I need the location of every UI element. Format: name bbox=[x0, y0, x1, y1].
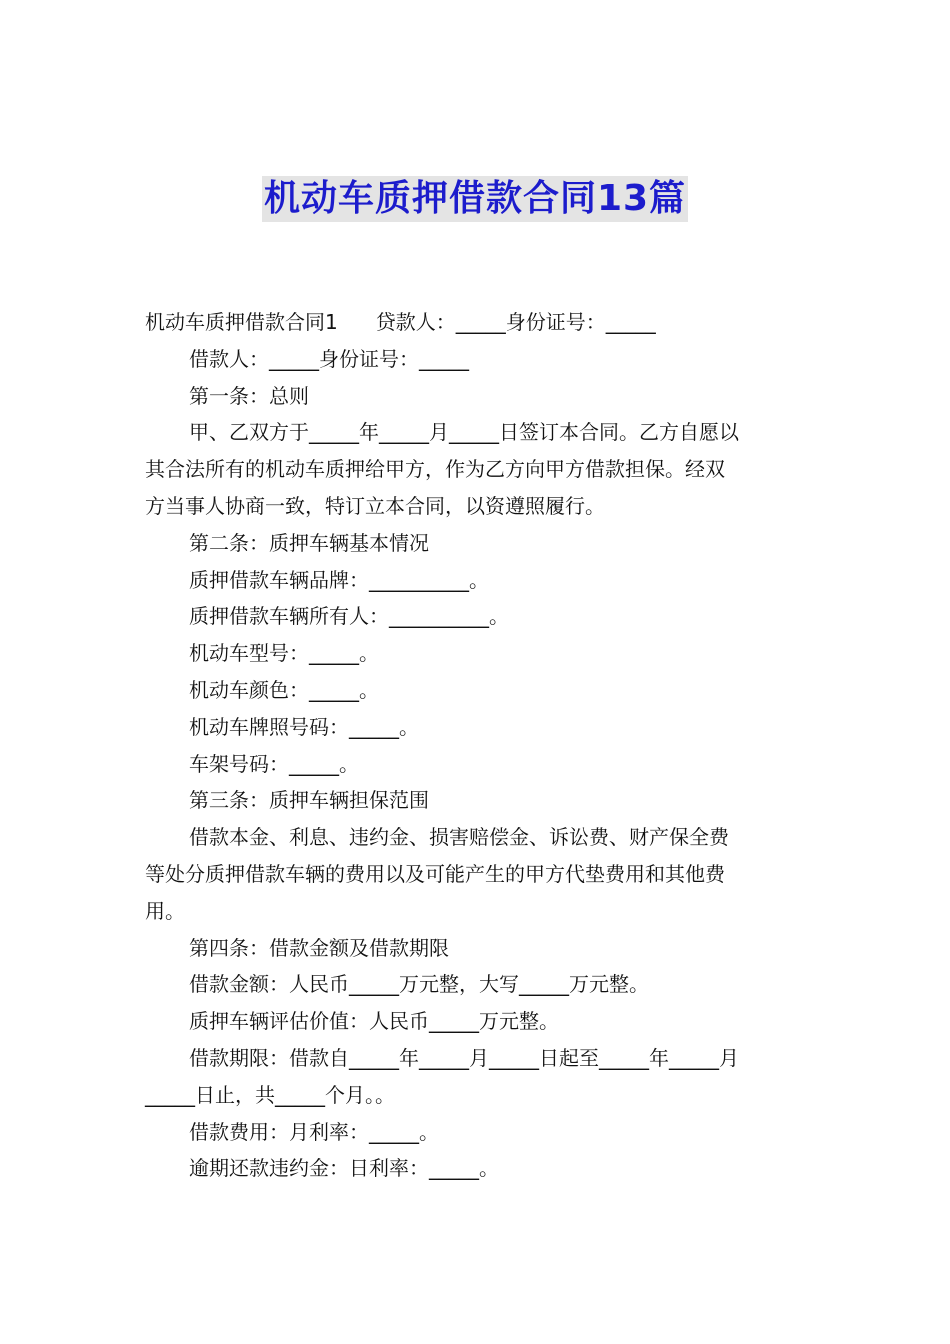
paragraph-line: 车架号码：_____。 bbox=[189, 751, 359, 776]
paragraph-line: 用。 bbox=[145, 898, 185, 923]
paragraph-line: 借款本金、利息、违约金、损害赔偿金、诉讼费、财产保全费 bbox=[189, 825, 729, 850]
paragraph-line: 方当事人协商一致，特订立本合同，以资遵照履行。 bbox=[145, 493, 605, 518]
lender-info: 贷款人：_____身份证号：_____ bbox=[375, 310, 656, 334]
paragraph-line: 甲、乙双方于_____年_____月_____日签订本合同。乙方自愿以 bbox=[189, 420, 739, 445]
paragraph-line: 借款期限：借款自_____年_____月_____日起至_____年_____月 bbox=[189, 1045, 739, 1070]
paragraph-line: 等处分质押借款车辆的费用以及可能产生的甲方代垫费用和其他费 bbox=[145, 861, 725, 886]
paragraph-line: 逾期还款违约金：日利率：_____。 bbox=[189, 1156, 499, 1181]
paragraph-line: 借款金额：人民币_____万元整，大写_____万元整。 bbox=[189, 972, 649, 997]
article-heading: 第四条：借款金额及借款期限 bbox=[189, 935, 449, 960]
paragraph-line: 机动车型号：_____。 bbox=[189, 641, 379, 666]
borrower-info: 借款人：_____身份证号：_____ bbox=[189, 346, 469, 371]
title-container bbox=[0, 176, 950, 222]
paragraph-line: 机动车牌照号码：_____。 bbox=[189, 714, 419, 739]
document-title: 机动车质押借款合同13篇 bbox=[262, 176, 688, 222]
paragraph-line: 质押车辆评估价值：人民币_____万元整。 bbox=[189, 1009, 559, 1034]
paragraph-line: _____日止，共_____个月。。 bbox=[145, 1082, 395, 1107]
paragraph-line: 质押借款车辆品牌：__________。 bbox=[189, 567, 489, 592]
paragraph-line: 质押借款车辆所有人：__________。 bbox=[189, 604, 509, 629]
article-heading: 第一条：总则 bbox=[189, 383, 309, 408]
paragraph-line bbox=[145, 304, 809, 341]
paragraph-line: 其合法所有的机动车质押给甲方，作为乙方向甲方借款担保。经双 bbox=[145, 457, 725, 482]
article-heading: 第二条：质押车辆基本情况 bbox=[189, 530, 429, 555]
document-body bbox=[145, 304, 809, 1187]
paragraph-line: 机动车颜色：_____。 bbox=[189, 677, 379, 702]
article-heading: 第三条：质押车辆担保范围 bbox=[189, 788, 429, 813]
paragraph-line: 借款费用：月利率：_____。 bbox=[189, 1119, 439, 1144]
contract-number: 机动车质押借款合同1 bbox=[145, 310, 338, 334]
